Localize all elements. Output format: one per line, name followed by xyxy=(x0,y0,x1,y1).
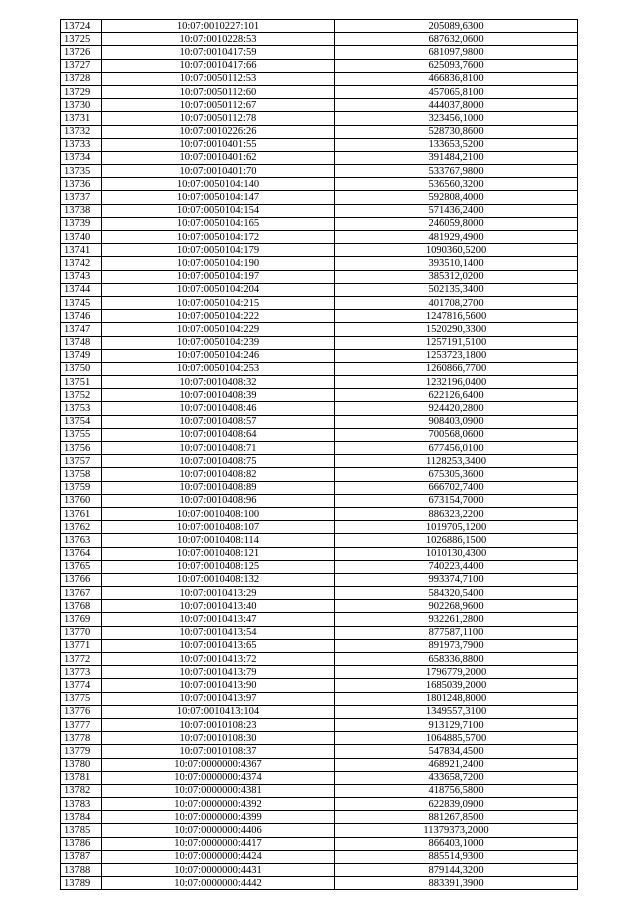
cadastral-number-cell: 10:07:0050104:190 xyxy=(102,257,335,270)
value-cell: 444037,8000 xyxy=(335,99,578,112)
table-row xyxy=(61,653,578,666)
value-cell: 877587,1100 xyxy=(335,626,578,639)
value-cell: 571436,2400 xyxy=(335,204,578,217)
cadastral-number-cell: 10:07:0010408:121 xyxy=(102,547,335,560)
value-cell: 433658,7200 xyxy=(335,771,578,784)
row-number-cell: 13788 xyxy=(61,864,102,877)
cadastral-number-cell: 10:07:0050104:147 xyxy=(102,191,335,204)
row-number-cell: 13779 xyxy=(61,745,102,758)
table-row xyxy=(61,376,578,389)
cadastral-number-cell: 10:07:0010413:54 xyxy=(102,626,335,639)
row-number-cell: 13726 xyxy=(61,46,102,59)
table-row xyxy=(61,72,578,85)
value-cell: 1257191,5100 xyxy=(335,336,578,349)
value-cell: 547834,4500 xyxy=(335,745,578,758)
table-row xyxy=(61,204,578,217)
cadastral-number-cell: 10:07:0010108:30 xyxy=(102,732,335,745)
value-cell: 879144,3200 xyxy=(335,864,578,877)
value-cell: 468921,2400 xyxy=(335,758,578,771)
cadastral-number-cell: 10:07:0000000:4431 xyxy=(102,864,335,877)
row-number-cell: 13746 xyxy=(61,310,102,323)
cadastral-number-cell: 10:07:0010408:82 xyxy=(102,468,335,481)
cadastral-number-cell: 10:07:0010226:26 xyxy=(102,125,335,138)
value-cell: 622126,6400 xyxy=(335,389,578,402)
table-row xyxy=(61,771,578,784)
table-row xyxy=(61,666,578,679)
value-cell: 457065,8100 xyxy=(335,85,578,98)
row-number-cell: 13772 xyxy=(61,653,102,666)
value-cell: 1010130,4300 xyxy=(335,547,578,560)
row-number-cell: 13752 xyxy=(61,389,102,402)
value-cell: 323456,1000 xyxy=(335,112,578,125)
table-row xyxy=(61,112,578,125)
cadastral-number-cell: 10:07:0010227:101 xyxy=(102,20,335,33)
value-cell: 1801248,8000 xyxy=(335,692,578,705)
row-number-cell: 13745 xyxy=(61,296,102,309)
row-number-cell: 13758 xyxy=(61,468,102,481)
value-cell: 418756,5800 xyxy=(335,784,578,797)
table-row xyxy=(61,191,578,204)
row-number-cell: 13732 xyxy=(61,125,102,138)
cadastral-number-cell: 10:07:0010401:55 xyxy=(102,138,335,151)
value-cell: 1796779,2000 xyxy=(335,666,578,679)
cadastral-number-cell: 10:07:0010228:53 xyxy=(102,33,335,46)
table-row xyxy=(61,705,578,718)
row-number-cell: 13757 xyxy=(61,455,102,468)
table-row xyxy=(61,587,578,600)
table-row xyxy=(61,310,578,323)
value-cell: 528730,8600 xyxy=(335,125,578,138)
value-cell: 658336,8800 xyxy=(335,653,578,666)
cadastral-number-cell: 10:07:0050104:154 xyxy=(102,204,335,217)
row-number-cell: 13764 xyxy=(61,547,102,560)
row-number-cell: 13765 xyxy=(61,560,102,573)
table-row xyxy=(61,679,578,692)
row-number-cell: 13789 xyxy=(61,877,102,890)
cadastral-number-cell: 10:07:0010413:79 xyxy=(102,666,335,679)
cadastral-number-cell: 10:07:0010401:70 xyxy=(102,165,335,178)
value-cell: 11379373,2000 xyxy=(335,824,578,837)
value-cell: 622839,0900 xyxy=(335,798,578,811)
value-cell: 681097,9800 xyxy=(335,46,578,59)
value-cell: 1260866,7700 xyxy=(335,362,578,375)
value-cell: 133653,5200 xyxy=(335,138,578,151)
table-row xyxy=(61,323,578,336)
row-number-cell: 13761 xyxy=(61,507,102,520)
table-row xyxy=(61,362,578,375)
table-row xyxy=(61,784,578,797)
row-number-cell: 13786 xyxy=(61,837,102,850)
table-row xyxy=(61,270,578,283)
value-cell: 1247816,5600 xyxy=(335,310,578,323)
table-row xyxy=(61,389,578,402)
value-cell: 687632,0600 xyxy=(335,33,578,46)
row-number-cell: 13733 xyxy=(61,138,102,151)
row-number-cell: 13785 xyxy=(61,824,102,837)
value-cell: 886323,2200 xyxy=(335,507,578,520)
table-row xyxy=(61,178,578,191)
value-cell: 891973,7900 xyxy=(335,639,578,652)
cadastral-number-cell: 10:07:0010413:97 xyxy=(102,692,335,705)
value-cell: 502135,3400 xyxy=(335,283,578,296)
table-row xyxy=(61,231,578,244)
row-number-cell: 13782 xyxy=(61,784,102,797)
cadastral-number-cell: 10:07:0010408:89 xyxy=(102,481,335,494)
row-number-cell: 13777 xyxy=(61,718,102,731)
cadastral-number-cell: 10:07:0050104:229 xyxy=(102,323,335,336)
row-number-cell: 13784 xyxy=(61,811,102,824)
table-row xyxy=(61,481,578,494)
cadastral-number-cell: 10:07:0010408:100 xyxy=(102,507,335,520)
row-number-cell: 13759 xyxy=(61,481,102,494)
table-row xyxy=(61,296,578,309)
value-cell: 902268,9600 xyxy=(335,600,578,613)
table-row xyxy=(61,626,578,639)
table-row xyxy=(61,692,578,705)
cadastral-number-cell: 10:07:0010413:29 xyxy=(102,587,335,600)
value-cell: 993374,7100 xyxy=(335,573,578,586)
table-row xyxy=(61,151,578,164)
cadastral-number-cell: 10:07:0050104:197 xyxy=(102,270,335,283)
table-row xyxy=(61,798,578,811)
table-row xyxy=(61,336,578,349)
cadastral-number-cell: 10:07:0000000:4392 xyxy=(102,798,335,811)
table-body xyxy=(61,20,578,890)
table-row xyxy=(61,244,578,257)
cadastral-number-cell: 10:07:0010413:72 xyxy=(102,653,335,666)
value-cell: 866403,1000 xyxy=(335,837,578,850)
value-cell: 913129,7100 xyxy=(335,718,578,731)
table-row xyxy=(61,534,578,547)
cadastral-number-cell: 10:07:0050112:60 xyxy=(102,85,335,98)
value-cell: 666702,7400 xyxy=(335,481,578,494)
value-cell: 1026886,1500 xyxy=(335,534,578,547)
cadastral-number-cell: 10:07:0010413:104 xyxy=(102,705,335,718)
table-row xyxy=(61,837,578,850)
cadastral-number-cell: 10:07:0010408:39 xyxy=(102,389,335,402)
row-number-cell: 13724 xyxy=(61,20,102,33)
table-row xyxy=(61,468,578,481)
value-cell: 1232196,0400 xyxy=(335,376,578,389)
table-row xyxy=(61,138,578,151)
value-cell: 1128253,3400 xyxy=(335,455,578,468)
value-cell: 1520290,3300 xyxy=(335,323,578,336)
table-row xyxy=(61,125,578,138)
value-cell: 932261,2800 xyxy=(335,613,578,626)
value-cell: 625093,7600 xyxy=(335,59,578,72)
cadastral-number-cell: 10:07:0010413:47 xyxy=(102,613,335,626)
cadastral-number-cell: 10:07:0010408:46 xyxy=(102,402,335,415)
cadastral-number-cell: 10:07:0050104:253 xyxy=(102,362,335,375)
table-row xyxy=(61,850,578,863)
value-cell: 924420,2800 xyxy=(335,402,578,415)
row-number-cell: 13744 xyxy=(61,283,102,296)
row-number-cell: 13787 xyxy=(61,850,102,863)
row-number-cell: 13762 xyxy=(61,521,102,534)
row-number-cell: 13743 xyxy=(61,270,102,283)
table-row xyxy=(61,639,578,652)
table-row xyxy=(61,718,578,731)
table-row xyxy=(61,745,578,758)
cadastral-value-table xyxy=(60,19,578,890)
table-row xyxy=(61,455,578,468)
table-row xyxy=(61,442,578,455)
row-number-cell: 13773 xyxy=(61,666,102,679)
value-cell: 533767,9800 xyxy=(335,165,578,178)
value-cell: 677456,0100 xyxy=(335,442,578,455)
value-cell: 1019705,1200 xyxy=(335,521,578,534)
row-number-cell: 13747 xyxy=(61,323,102,336)
cadastral-number-cell: 10:07:0010408:71 xyxy=(102,442,335,455)
value-cell: 246059,8000 xyxy=(335,217,578,230)
cadastral-number-cell: 10:07:0010401:62 xyxy=(102,151,335,164)
row-number-cell: 13770 xyxy=(61,626,102,639)
table-row xyxy=(61,547,578,560)
cadastral-number-cell: 10:07:0010408:114 xyxy=(102,534,335,547)
cadastral-number-cell: 10:07:0010408:75 xyxy=(102,455,335,468)
table-row xyxy=(61,349,578,362)
cadastral-number-cell: 10:07:0010408:132 xyxy=(102,573,335,586)
row-number-cell: 13751 xyxy=(61,376,102,389)
table-row xyxy=(61,758,578,771)
row-number-cell: 13771 xyxy=(61,639,102,652)
row-number-cell: 13741 xyxy=(61,244,102,257)
row-number-cell: 13730 xyxy=(61,99,102,112)
row-number-cell: 13749 xyxy=(61,349,102,362)
cadastral-number-cell: 10:07:0010108:23 xyxy=(102,718,335,731)
value-cell: 536560,3200 xyxy=(335,178,578,191)
value-cell: 584320,5400 xyxy=(335,587,578,600)
table-row xyxy=(61,283,578,296)
value-cell: 675305,3600 xyxy=(335,468,578,481)
cadastral-number-cell: 10:07:0050104:165 xyxy=(102,217,335,230)
table-row xyxy=(61,99,578,112)
row-number-cell: 13766 xyxy=(61,573,102,586)
row-number-cell: 13768 xyxy=(61,600,102,613)
cadastral-number-cell: 10:07:0010408:64 xyxy=(102,428,335,441)
cadastral-number-cell: 10:07:0050104:222 xyxy=(102,310,335,323)
row-number-cell: 13760 xyxy=(61,494,102,507)
cadastral-number-cell: 10:07:0000000:4417 xyxy=(102,837,335,850)
table-row xyxy=(61,494,578,507)
cadastral-number-cell: 10:07:0050112:67 xyxy=(102,99,335,112)
value-cell: 1685039,2000 xyxy=(335,679,578,692)
cadastral-number-cell: 10:07:0050112:53 xyxy=(102,72,335,85)
cadastral-number-cell: 10:07:0050104:179 xyxy=(102,244,335,257)
row-number-cell: 13728 xyxy=(61,72,102,85)
table-row xyxy=(61,613,578,626)
cadastral-number-cell: 10:07:0050104:239 xyxy=(102,336,335,349)
table-row xyxy=(61,560,578,573)
row-number-cell: 13753 xyxy=(61,402,102,415)
row-number-cell: 13778 xyxy=(61,732,102,745)
value-cell: 466836,8100 xyxy=(335,72,578,85)
table-row xyxy=(61,217,578,230)
row-number-cell: 13729 xyxy=(61,85,102,98)
value-cell: 401708,2700 xyxy=(335,296,578,309)
cadastral-number-cell: 10:07:0010408:107 xyxy=(102,521,335,534)
table-row xyxy=(61,415,578,428)
row-number-cell: 13781 xyxy=(61,771,102,784)
table-row xyxy=(61,46,578,59)
row-number-cell: 13740 xyxy=(61,231,102,244)
value-cell: 1349557,3100 xyxy=(335,705,578,718)
row-number-cell: 13736 xyxy=(61,178,102,191)
value-cell: 700568,0600 xyxy=(335,428,578,441)
table-row xyxy=(61,20,578,33)
row-number-cell: 13769 xyxy=(61,613,102,626)
table-row xyxy=(61,257,578,270)
cadastral-number-cell: 10:07:0050112:78 xyxy=(102,112,335,125)
value-cell: 883391,3900 xyxy=(335,877,578,890)
row-number-cell: 13756 xyxy=(61,442,102,455)
value-cell: 481929,4900 xyxy=(335,231,578,244)
value-cell: 1253723,1800 xyxy=(335,349,578,362)
table-row xyxy=(61,811,578,824)
table-row xyxy=(61,573,578,586)
value-cell: 673154,7000 xyxy=(335,494,578,507)
row-number-cell: 13731 xyxy=(61,112,102,125)
value-cell: 393510,1400 xyxy=(335,257,578,270)
row-number-cell: 13735 xyxy=(61,165,102,178)
cadastral-number-cell: 10:07:0010108:37 xyxy=(102,745,335,758)
cadastral-number-cell: 10:07:0000000:4367 xyxy=(102,758,335,771)
value-cell: 908403,0900 xyxy=(335,415,578,428)
row-number-cell: 13780 xyxy=(61,758,102,771)
cadastral-number-cell: 10:07:0050104:246 xyxy=(102,349,335,362)
row-number-cell: 13767 xyxy=(61,587,102,600)
row-number-cell: 13755 xyxy=(61,428,102,441)
row-number-cell: 13742 xyxy=(61,257,102,270)
cadastral-number-cell: 10:07:0010408:32 xyxy=(102,376,335,389)
value-cell: 385312,0200 xyxy=(335,270,578,283)
cadastral-number-cell: 10:07:0000000:4399 xyxy=(102,811,335,824)
cadastral-number-cell: 10:07:0000000:4406 xyxy=(102,824,335,837)
row-number-cell: 13748 xyxy=(61,336,102,349)
cadastral-number-cell: 10:07:0010408:96 xyxy=(102,494,335,507)
table-row xyxy=(61,877,578,890)
table-row xyxy=(61,85,578,98)
cadastral-number-cell: 10:07:0000000:4424 xyxy=(102,850,335,863)
cadastral-number-cell: 10:07:0000000:4381 xyxy=(102,784,335,797)
row-number-cell: 13725 xyxy=(61,33,102,46)
table-row xyxy=(61,600,578,613)
row-number-cell: 13727 xyxy=(61,59,102,72)
value-cell: 592808,4000 xyxy=(335,191,578,204)
cadastral-number-cell: 10:07:0010417:59 xyxy=(102,46,335,59)
value-cell: 740223,4400 xyxy=(335,560,578,573)
table-row xyxy=(61,507,578,520)
value-cell: 1064885,5700 xyxy=(335,732,578,745)
cadastral-number-cell: 10:07:0010408:57 xyxy=(102,415,335,428)
row-number-cell: 13774 xyxy=(61,679,102,692)
row-number-cell: 13763 xyxy=(61,534,102,547)
row-number-cell: 13750 xyxy=(61,362,102,375)
table-row xyxy=(61,864,578,877)
value-cell: 881267,8500 xyxy=(335,811,578,824)
value-cell: 1090360,5200 xyxy=(335,244,578,257)
cadastral-number-cell: 10:07:0010413:90 xyxy=(102,679,335,692)
value-cell: 391484,2100 xyxy=(335,151,578,164)
table-row xyxy=(61,428,578,441)
table-row xyxy=(61,33,578,46)
table-row xyxy=(61,521,578,534)
table-row xyxy=(61,165,578,178)
table-row xyxy=(61,59,578,72)
cadastral-number-cell: 10:07:0050104:140 xyxy=(102,178,335,191)
cadastral-number-cell: 10:07:0010408:125 xyxy=(102,560,335,573)
cadastral-number-cell: 10:07:0010413:40 xyxy=(102,600,335,613)
row-number-cell: 13754 xyxy=(61,415,102,428)
table-row xyxy=(61,824,578,837)
table-row xyxy=(61,732,578,745)
value-cell: 885514,9300 xyxy=(335,850,578,863)
row-number-cell: 13737 xyxy=(61,191,102,204)
row-number-cell: 13738 xyxy=(61,204,102,217)
row-number-cell: 13739 xyxy=(61,217,102,230)
row-number-cell: 13775 xyxy=(61,692,102,705)
cadastral-number-cell: 10:07:0010413:65 xyxy=(102,639,335,652)
cadastral-number-cell: 10:07:0050104:172 xyxy=(102,231,335,244)
row-number-cell: 13776 xyxy=(61,705,102,718)
row-number-cell: 13734 xyxy=(61,151,102,164)
cadastral-number-cell: 10:07:0050104:215 xyxy=(102,296,335,309)
value-cell: 205089,6300 xyxy=(335,20,578,33)
row-number-cell: 13783 xyxy=(61,798,102,811)
cadastral-number-cell: 10:07:0050104:204 xyxy=(102,283,335,296)
cadastral-number-cell: 10:07:0010417:66 xyxy=(102,59,335,72)
cadastral-number-cell: 10:07:0000000:4442 xyxy=(102,877,335,890)
cadastral-number-cell: 10:07:0000000:4374 xyxy=(102,771,335,784)
table-row xyxy=(61,402,578,415)
